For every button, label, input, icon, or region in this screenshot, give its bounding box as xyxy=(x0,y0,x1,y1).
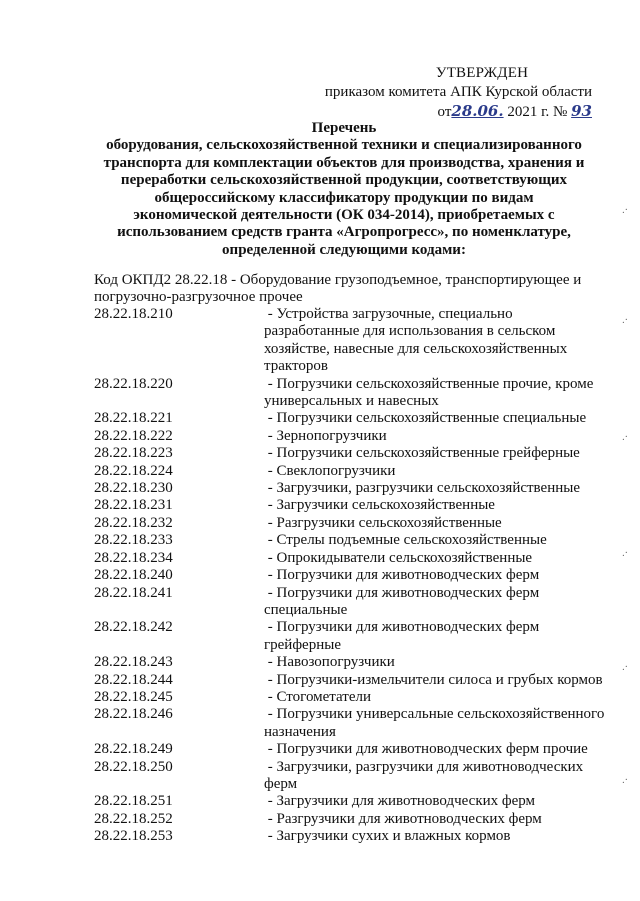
approval-heading: УТВЕРЖДЕН xyxy=(435,65,529,81)
title-line: определенной следующими кодами: xyxy=(222,241,466,258)
handwritten-date: 28.06. xyxy=(451,102,504,120)
code-description xyxy=(264,550,624,567)
code-description xyxy=(264,793,624,810)
code-row xyxy=(94,532,624,549)
code-description xyxy=(264,811,624,828)
code-description xyxy=(264,828,624,845)
okpd-code: 28.22.18.231 xyxy=(94,497,173,514)
code-description xyxy=(264,689,624,706)
code-row xyxy=(94,654,624,671)
code-row xyxy=(94,480,624,497)
code-row xyxy=(94,706,624,741)
approval-date-line xyxy=(292,102,592,122)
margin-mark: .· xyxy=(622,432,628,443)
okpd-code: 28.22.18.234 xyxy=(94,549,173,566)
description-line: - Погрузчики для животноводческих ферм xyxy=(264,619,540,636)
code-description xyxy=(264,515,624,532)
okpd-code: 28.22.18.249 xyxy=(94,741,173,758)
code-description xyxy=(264,672,624,689)
margin-mark: .· xyxy=(622,775,628,786)
description-line: специальные xyxy=(264,601,348,618)
okpd-code: 28.22.18.210 xyxy=(94,306,173,322)
description-line: универсальных и навесных xyxy=(264,393,439,410)
description-line: - Погрузчики сельскохозяйственные грейферные xyxy=(264,445,580,462)
description-line: - Разгрузчики сельскохозяйственные xyxy=(264,514,502,531)
code-row xyxy=(94,515,624,532)
description-line: - Разгрузчики для животноводческих ферм xyxy=(264,810,542,827)
okpd-code: 28.22.18.244 xyxy=(94,671,173,688)
description-line: назначения xyxy=(264,723,336,740)
code-row xyxy=(94,410,624,427)
description-line: разработанные для использования в сельском xyxy=(264,323,556,340)
description-line: - Свеклопогрузчики xyxy=(264,462,396,479)
okpd-code: 28.22.18.251 xyxy=(94,793,173,810)
code-row xyxy=(94,793,624,810)
okpd-code: 28.22.18.246 xyxy=(94,706,173,723)
date-prefix: от xyxy=(437,104,452,120)
code-description xyxy=(264,306,624,376)
document-title xyxy=(84,120,604,259)
code-row xyxy=(94,428,624,445)
code-description xyxy=(264,376,624,411)
code-description xyxy=(264,410,624,427)
code-row xyxy=(94,463,624,480)
description-line: - Погрузчики-измельчители силоса и грубых кормов xyxy=(264,671,603,688)
code-description xyxy=(264,497,624,514)
title-line: Перечень xyxy=(311,120,377,136)
title-line: использованием средств гранта «Агропрогресс», по номенклатуре, xyxy=(117,224,571,241)
description-line: - Устройства загрузочные, специально xyxy=(264,306,513,322)
code-description xyxy=(264,741,624,758)
description-line: - Стрелы подъемные сельскохозяйственные xyxy=(264,532,547,549)
description-line: - Погрузчики сельскохозяйственные прочие, кроме xyxy=(264,375,594,392)
okpd-code: 28.22.18.245 xyxy=(94,688,173,705)
description-line: - Погрузчики для животноводческих ферм прочие xyxy=(264,741,588,758)
margin-mark: .· xyxy=(622,662,628,673)
description-line: - Стогометатели xyxy=(264,688,372,705)
okpd-code: 28.22.18.243 xyxy=(94,654,173,671)
code-description xyxy=(264,585,624,620)
code-row xyxy=(94,811,624,828)
description-line: - Зернопогрузчики xyxy=(264,427,387,444)
description-line: - Погрузчики для животноводческих ферм xyxy=(264,567,540,584)
okpd-code: 28.22.18.253 xyxy=(94,828,173,845)
margin-mark: .· xyxy=(622,548,628,559)
description-line: ферм xyxy=(264,775,298,792)
okpd-code: 28.22.18.232 xyxy=(94,514,173,531)
description-line: - Погрузчики для животноводческих ферм xyxy=(264,584,540,601)
code-row xyxy=(94,445,624,462)
code-description xyxy=(264,759,624,794)
code-description xyxy=(264,480,624,497)
okpd-code: 28.22.18.233 xyxy=(94,532,173,549)
description-line: - Погрузчики сельскохозяйственные специальные xyxy=(264,410,587,427)
okpd-code: 28.22.18.252 xyxy=(94,810,173,827)
code-row xyxy=(94,550,624,567)
title-line: оборудования, сельскохозяйственной техники и специализированного xyxy=(106,137,582,154)
okpd-code: 28.22.18.220 xyxy=(94,375,173,392)
code-description xyxy=(264,619,624,654)
code-description xyxy=(264,567,624,584)
description-line: - Загрузчики сельскохозяйственные xyxy=(264,497,495,514)
title-line: экономической деятельности (ОК 034-2014), приобретаемых с xyxy=(133,207,555,224)
description-line: - Загрузчики сухих и влажных кормов xyxy=(264,828,511,845)
handwritten-number: 93 xyxy=(571,102,592,120)
code-row xyxy=(94,741,624,758)
code-description xyxy=(264,428,624,445)
description-line: - Загрузчики, разгрузчики сельскохозяйственные xyxy=(264,480,581,497)
code-row xyxy=(94,497,624,514)
code-row xyxy=(94,306,624,376)
okpd-code: 28.22.18.230 xyxy=(94,480,173,497)
code-row xyxy=(94,619,624,654)
okpd-code: 28.22.18.241 xyxy=(94,584,173,601)
code-row xyxy=(94,689,624,706)
margin-mark: .· xyxy=(622,315,628,326)
approval-block xyxy=(292,64,592,122)
code-description xyxy=(264,445,624,462)
title-line: общероссийскому классификатору продукции по видам xyxy=(154,189,534,206)
date-year: 2021 г. № xyxy=(503,104,572,120)
okpd-code: 28.22.18.224 xyxy=(94,462,173,479)
description-line: - Погрузчики универсальные сельскохозяйственного xyxy=(264,706,605,723)
okpd-code: 28.22.18.250 xyxy=(94,758,173,775)
description-line: хозяйстве, навесные для сельскохозяйственных xyxy=(264,340,568,357)
code-description xyxy=(264,654,624,671)
code-description xyxy=(264,706,624,741)
description-line: - Опрокидыватели сельскохозяйственные xyxy=(264,549,533,566)
description-line: - Навозопогрузчики xyxy=(264,654,395,671)
code-heading-line: погрузочно-разгрузочное прочее xyxy=(94,289,303,306)
approval-order-line: приказом комитета АПК Курской области xyxy=(324,84,592,100)
okpd-code: 28.22.18.221 xyxy=(94,410,173,427)
code-row xyxy=(94,567,624,584)
okpd-code: 28.22.18.223 xyxy=(94,445,173,462)
code-list xyxy=(94,306,624,846)
code-description xyxy=(264,463,624,480)
description-line: - Загрузчики для животноводческих ферм xyxy=(264,793,536,810)
description-line: тракторов xyxy=(264,358,328,375)
description-line: - Загрузчики, разгрузчики для животноводческих xyxy=(264,758,584,775)
code-row xyxy=(94,828,624,845)
code-row xyxy=(94,759,624,794)
code-heading-line: Код ОКПД2 28.22.18 - Оборудование грузоподъемное, транспортирующее и xyxy=(94,272,582,288)
code-row xyxy=(94,585,624,620)
okpd-code: 28.22.18.242 xyxy=(94,619,173,636)
title-line: транспорта для комплектации объектов для производства, хранения и xyxy=(103,154,585,171)
okpd-code: 28.22.18.240 xyxy=(94,567,173,584)
code-row xyxy=(94,376,624,411)
title-line: переработки сельскохозяйственной продукции, соответствующих xyxy=(120,172,568,189)
description-line: грейферные xyxy=(264,636,341,653)
okpd-code: 28.22.18.222 xyxy=(94,427,173,444)
code-description xyxy=(264,532,624,549)
margin-mark: .· xyxy=(622,205,628,216)
code-row xyxy=(94,672,624,689)
code-group-heading xyxy=(94,272,614,307)
